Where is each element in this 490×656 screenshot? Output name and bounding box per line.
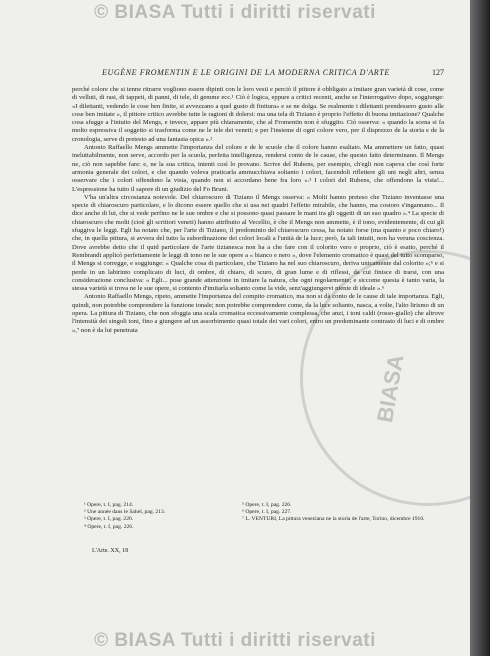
footnotes-right	[242, 502, 425, 524]
paragraph: Antonio Raffaello Mengs, ripeto, ammette l'importanza del compito cromatico, ma non si dà conto de le cause di tale importanza. Egli, quindi, non potrebbe comprendere la funzione tonale; non potrebbe comprendere come, da la luce soltanto, nasca, a volte, l'alto lirismo di un opera. La pittura di Tiziano, che non sfoggia una scala cromatica eccessivamente complessa, che anzi, i toni caldi (rosso-giallo) che altrove l'intensità dei singoli toni, fino a giungere ad un assorbimento quasi totale dei vari colori, entro un predominante contrasto di luci e di ombre »,⁷ non è da lui penetrata	[72, 293, 444, 334]
footnotes-left	[84, 502, 264, 531]
footnote: ³ Opere, t. I, pag. 226.	[84, 516, 134, 523]
footnote: ⁷ L. VENTURI, La pittura veneziana ne la storia de l'arte, Torino, dicembre 1910.	[242, 516, 425, 523]
footnote: ⁴ Opere, t. I, pag. 226.	[84, 523, 134, 530]
header-title: EUGÈNE FROMENTIN E LE ORIGINI DE LA MODERNA CRITICA D'ARTE	[102, 68, 390, 77]
footnote: ⁵ Opere, t. I, pag. 226.	[242, 502, 292, 508]
watermark-top: © BIASA Tutti i diritti riservati	[94, 2, 376, 23]
paragraph: Antonio Raffaello Mengs ammette l'importanza del colore e de le scuole che il colore hanno esaltato. Ma ammettere un fatto, quasi ineluttabilmente, non serve, accordo per la scuola, perfetta intelligenza, rendersi conto de le cause, che questo fatto determinano. Il Mengs ne, ciò non sapebbe fare: e, ne la sua critica, intenti così lo provano. Scrive del Rubens, per esempio, ch'egli non capeva che così forte armonia generale dei colori, e che quando voleva praticarla ammucchiava soltanto i colori, facendoli riflettere gli uni negli altri, senza osservare che i colori offendono la vista, quando non si accordano bene fra loro ».³ I colori del Rubens, che offendono la vista!... L'espressione ha tutto il sapore di un giudizio del Fo Bruni.	[72, 144, 444, 193]
footnote: ² Une année dans le Sahel, pag. 213.	[84, 509, 166, 516]
paragraph: V'ha un'altra circostanza notevole. Del chiaroscuro di Tiziano il Mengs osserva: « Molti hanno preteso che Tiziano inventasse una specie di chiaroscuro particolare, e lo dicono essere quello che si usa nei quadri l'effetto mirabile, che hanno, ma costoro s'ingannano... Il dice anche di lui, che si vede perfino ne le sue ombre e che si possono quasi passare le mani tra gli oggetti di un suo quadro ».⁴ La specie di chiaroscuro che molti (cioè gli scrittori veneti) hanno attribuito al Vecellio, è che il Mengs non ammette, è il tono, evidentemente, di cui gli sfuggiva le leggi. Egli ha notato che, per l'arte di Tiziano, il predominio del chiaroscuro cessa, ha notato forse (ma quanto e poco chiaro!) che, in quella pittura, si avvera del tutto la subordinazione dei colori locali a l'unità de la luce; però, fa tali intuiti, non ha veruna coscienza. Dove avrebbe detto che il quid particolare de l'arte tizianesca non ha a che fare con il colorito vero e proprio, ciò è esatto, perché il Rembrandt applicò perfettamente le leggi di tono ne le sue opere a « bianco e nero », dove l'elemento cromatico è quasi del tutto scomparso, il Mengs si corregge, e soggiunge: « Qualche cosa di particolare, che Tiziano ha nel suo chiaroscuro, deriva unicamente dal colorito »;⁵ e si perde in un labirinto complicato di luci, di ombre, di chiaro, di scuro, di gran lume e di riflessi, da cui finisce di trarsi, con una considerazione conclusiva: « Egli... pose grande attenzione in imitare la natura, che ogni regolarmente; e siccome questa è tanto varia, la stessa varietà si trova ne le sue opere, si contento d'imitarla soltanto come la vide, senz'aggiungervi niente di ideale ».⁶	[72, 193, 444, 293]
body-text	[72, 86, 444, 335]
signature-mark: L'Arte. XX, 18	[92, 548, 129, 554]
page-number: 127	[432, 68, 444, 77]
running-header	[72, 68, 444, 80]
paragraph: perché colore che si tenne ritrarre vogliono essere dipinti con le loro vesti e perciò il pittore è obbligato a imitare gran varietà di cose, come di velluti, di rasi, di tappeti, di panni, di tele, di gemme ecc.¹ Ciò è logica, eppure a critici recenti, anche se l'interrogativo dopo, soggiunge: «I dilettanti, vedendo le cose ben finite, si avvezzano a quel gusto di finitura» e se ne dolga. Se realmente i dilettanti prendessero gusto alle cose ben imitate », il pittore critico avrebbe tutte le ragioni di dolersi: ma una tela di Tiziano è proprio l'effetto di buona imitazione? Qualche cosa sfugge a l'intuito del Mengs, e invece, appare più chiaramente, che al Fromentin non è sfuggito. Ciò osserva: « quando la scena si fa molto espressiva il soggetto si trasforma come ne le tele dei veneti; e per l'insieme di ogni colore vero, per il disprezzo de la storia e de la cronologia, serve di pretesto ad una fantasia opica ».²	[72, 86, 444, 143]
watermark-bottom: © BIASA Tutti i diritti riservati	[94, 630, 376, 651]
footnote: ¹ Opere, t. I, pag. 214.	[84, 502, 134, 508]
watermark-side: BIASA	[372, 352, 409, 425]
page-edge-shadow	[470, 0, 490, 656]
footnote: ⁶ Opere, t. I, pag. 227.	[242, 509, 292, 516]
